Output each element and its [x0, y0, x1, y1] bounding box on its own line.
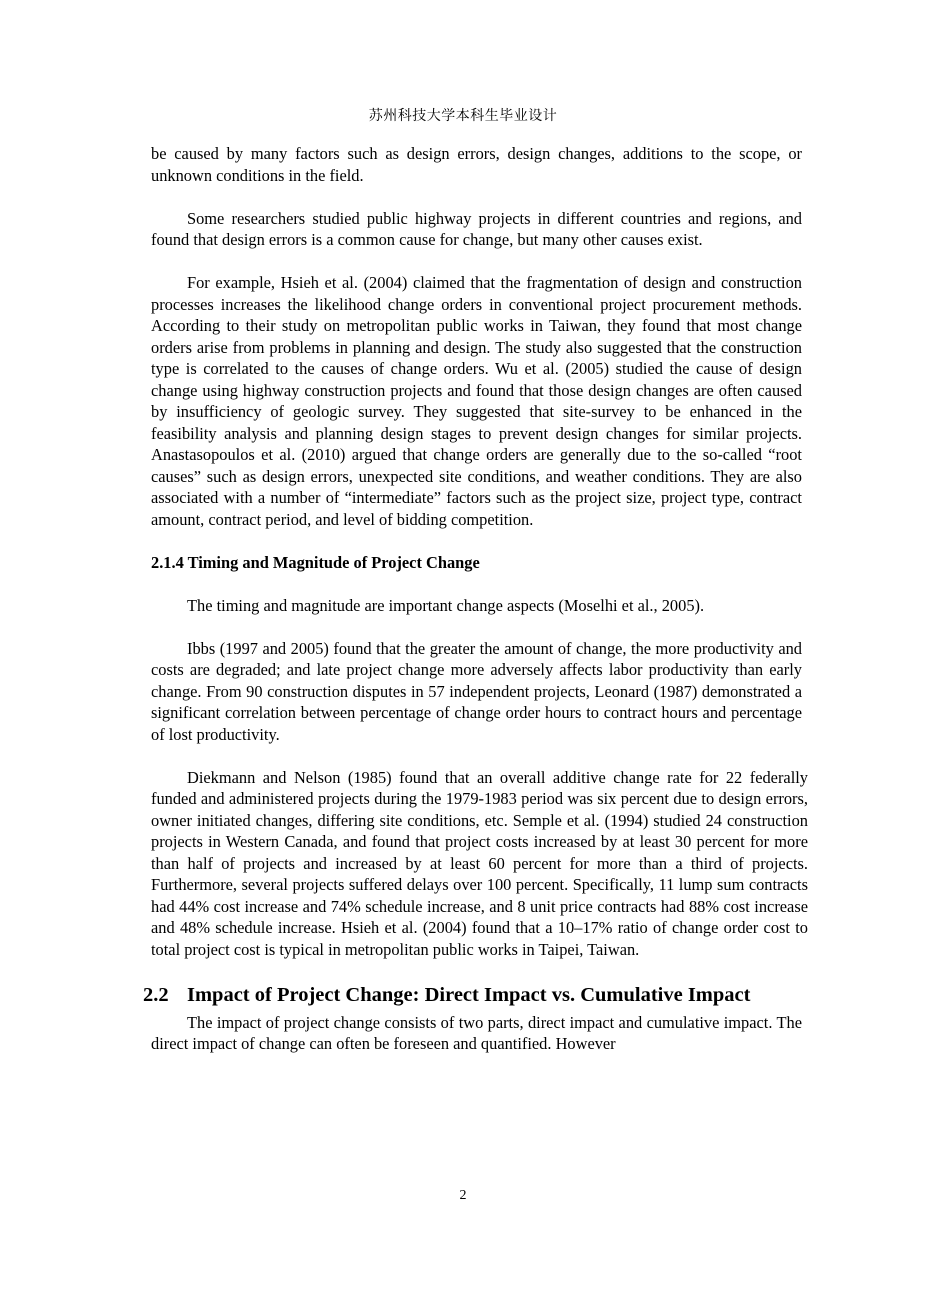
section-number: 2.2 — [143, 983, 169, 1006]
section-heading — [143, 982, 794, 1008]
paragraph-timing-magnitude: The timing and magnitude are important change aspects (Moselhi et al., 2005). — [187, 595, 705, 615]
page-number: 2 — [459, 1188, 467, 1203]
paragraph-diekmann: Diekmann and Nelson (1985) found that an overall additive change rate for 22 federally funded and administered projects during the 1979-1983 period was six percent due to design errors, owner initiated changes, differing site conditions, etc. Semple et al. (1994) studied 24 construction projects in Western Canada, and found that project costs increased by at least 30 percent for more than half of projects and increased by at least 60 percent for more than a third of projects. Furthermore, several projects suffered delays over 100 percent. Specifically, 11 lump sum contracts had 44% cost increase and 74% schedule increase, and 8 unit price contracts had 88% cost increase and 48% schedule increase. Hsieh et al. (2004) found that a 10–17% ratio of change order cost to total project cost is typical in metropolitan public works in Taipei, Taiwan. — [151, 767, 808, 959]
subsection-heading: 2.1.4 Timing and Magnitude of Project Change — [151, 552, 480, 572]
section-title: Impact of Project Change: Direct Impact vs. Cumulative Impact — [187, 983, 751, 1006]
paragraph-ibbs: Ibbs (1997 and 2005) found that the greater the amount of change, the more productivity and costs are degraded; and late project change more adversely affects labor productivity than early change. From 90 construction disputes in 57 independent projects, Leonard (1987) demonstrated a significant correlation between percentage of change order hours to contract hours and percentage of lost productivity. — [151, 638, 802, 744]
paragraph-continuation: be caused by many factors such as design errors, design changes, additions to the scope, or unknown conditions in the field. — [151, 144, 802, 185]
paragraph-examples: For example, Hsieh et al. (2004) claimed that the fragmentation of design and construction processes increases the likelihood change orders in conventional project procurement methods. According to their study on metropolitan public works in Taiwan, they found that most change orders arise from problems in planning and design. The study also suggested that the construction type is correlated to the causes of change orders. Wu et al. (2005) studied the cause of design change using highway construction projects and found that those design changes are often caused by insufficiency of geologic survey. They suggested that site-survey to be enhanced in the feasibility analysis and planning design stages to prevent design changes for similar projects. Anastasopoulos et al. (2010) argued that change orders are generally due to the so-called “root causes” such as design errors, unexpected site conditions, and weather conditions. They are also associated with a number of “intermediate” factors such as the project size, project type, contract amount, contract period, and level of bidding competition. — [151, 273, 802, 529]
document-body — [143, 143, 808, 1055]
paragraph-impact: The impact of project change consists of two parts, direct impact and cumulative impact. The direct impact of change can often be foreseen and quantified. However — [151, 1012, 802, 1053]
paragraph-highway-projects: Some researchers studied public highway projects in different countries and regions, and found that design errors is a common cause for change, but many other causes exist. — [151, 208, 802, 249]
page-header: 苏州科技大学本科生毕业设计 — [368, 108, 558, 124]
